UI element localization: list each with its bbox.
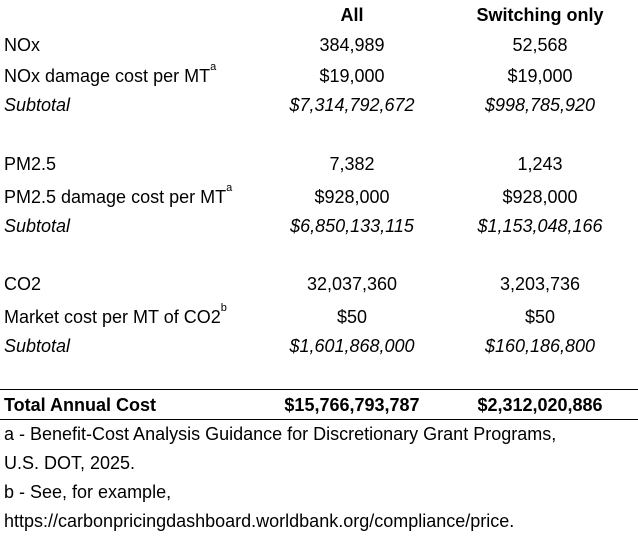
- table-row-pm25: [0, 149, 638, 179]
- row-label: PM2.5: [4, 153, 57, 174]
- footnote-a-line1: a - Benefit-Cost Analysis Guidance for Discretionary Grant Programs,: [4, 424, 557, 444]
- table-row-co2: [0, 269, 638, 299]
- row-value-switching: $50: [524, 306, 556, 327]
- row-value-switching: $160,186,800: [484, 335, 596, 356]
- row-label: Subtotal: [4, 335, 71, 356]
- row-value-all: $50: [336, 306, 368, 327]
- row-value-switching: 1,243: [517, 153, 563, 174]
- row-value-switching: $998,785,920: [484, 94, 596, 115]
- table-row-nox: [0, 30, 638, 60]
- footnote-a-line2: U.S. DOT, 2025.: [4, 453, 136, 473]
- header-switching-only: Switching only: [476, 4, 604, 25]
- row-value-switching: $928,000: [502, 186, 578, 207]
- header-all: All: [340, 4, 364, 25]
- footnote-marker: a: [210, 60, 217, 73]
- table-row-co2-subtotal: [0, 331, 638, 361]
- row-value-all: $19,000: [319, 65, 385, 86]
- footnote-b-link: https://carbonpricingdashboard.worldbank.org/compliance/price.: [4, 511, 515, 531]
- row-value-all: $7,314,792,672: [289, 94, 415, 115]
- table-row-pm25-damage-cost: [0, 182, 638, 212]
- row-value-all: $1,601,868,000: [289, 335, 415, 356]
- row-value-all: $928,000: [314, 186, 390, 207]
- row-label: Subtotal: [4, 215, 71, 236]
- row-value-all: 7,382: [329, 153, 375, 174]
- row-value-switching: $1,153,048,166: [477, 215, 603, 236]
- row-value-all: 32,037,360: [306, 273, 398, 294]
- row-label: PM2.5 damage cost per $MT^a$: [4, 181, 233, 207]
- total-value-switching: $2,312,020,886: [477, 394, 603, 415]
- footnote-marker: a: [226, 181, 233, 194]
- table-row-co2-market-cost: [0, 302, 638, 332]
- table-row-pm25-subtotal: [0, 211, 638, 241]
- row-value-all: $6,850,133,115: [290, 215, 414, 236]
- row-label: CO2: [4, 273, 42, 294]
- footnote-marker: b: [220, 301, 227, 314]
- table-header: [0, 0, 638, 30]
- total-value-all: $15,766,793,787: [284, 394, 420, 415]
- footnote-b-line1: b - See, for example,: [4, 482, 172, 502]
- row-value-all: 384,989: [319, 34, 385, 55]
- row-label: Market cost per MT of CO2$^b$: [4, 301, 227, 327]
- table-row-total: [0, 390, 638, 420]
- row-label: NOx damage cost per $MT^a$: [4, 60, 217, 86]
- row-value-switching: 3,203,736: [499, 273, 581, 294]
- table-row-nox-subtotal: [0, 90, 638, 120]
- table-row-nox-damage-cost: [0, 61, 638, 91]
- row-label: Subtotal: [4, 94, 71, 115]
- total-bottom-rule: [0, 419, 638, 420]
- row-value-switching: $19,000: [507, 65, 573, 86]
- total-label: Total Annual Cost: [4, 394, 156, 415]
- row-label: NOx: [4, 34, 40, 55]
- row-value-switching: 52,568: [512, 34, 568, 55]
